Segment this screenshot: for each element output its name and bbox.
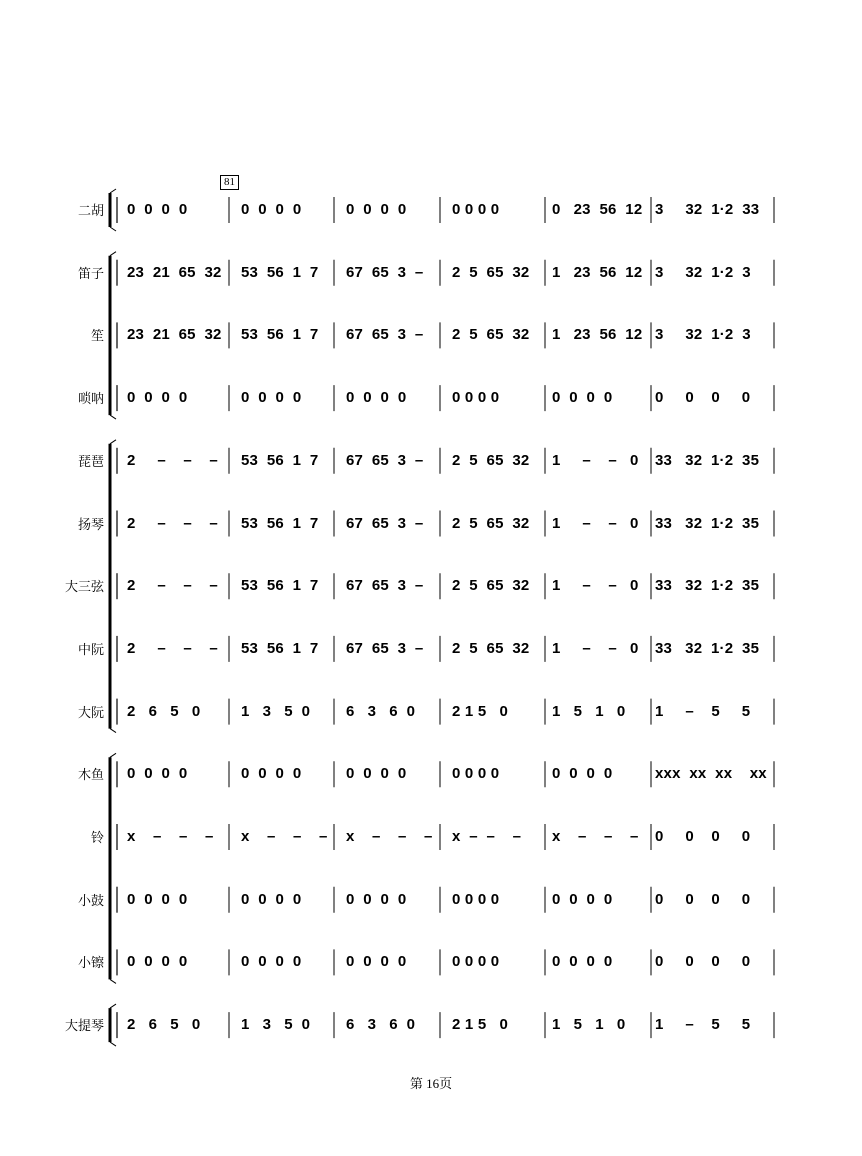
measure-cell: 0 0 0 0 xyxy=(241,201,302,218)
measure-cell: 1 – 5 5 xyxy=(655,702,751,720)
measure-cell: 0 0 0 0 xyxy=(552,890,613,908)
measure-cell: 0 0 0 0 xyxy=(127,890,188,908)
measure-cell: 53 56 1 7 xyxy=(241,451,319,469)
measure-cell: 1 – 5 5 xyxy=(655,1016,751,1034)
measure-cell: 1 – – 0 xyxy=(552,451,639,469)
bracket-hook xyxy=(110,189,116,193)
bracket-hook xyxy=(110,415,116,419)
measure-cell: 0 0 0 0 xyxy=(241,953,302,971)
bracket-hook xyxy=(110,1042,116,1046)
measure-cell: 0 0 0 0 xyxy=(127,953,188,971)
measure-cell: 0 23 56 12 xyxy=(552,201,643,218)
measure-cell: 0 0 0 0 xyxy=(346,953,407,971)
measure-cell: 0 0 0 0 xyxy=(552,389,613,407)
measure-cell: 53 56 1 7 xyxy=(241,577,319,595)
measure-cell: 0 0 0 0 xyxy=(452,201,500,218)
measure-cell: 0 0 0 0 xyxy=(552,765,613,783)
measure-cell: xxx xx xx xx xyxy=(655,765,767,783)
measure-cell: x – – – xyxy=(241,828,328,845)
measure-cell: 33 32 1·2 35 xyxy=(655,451,760,469)
measure-cell: 67 65 3 – xyxy=(346,263,424,281)
instrument-label: 二胡 xyxy=(77,203,104,218)
measure-cell: 23 21 65 32 xyxy=(127,263,222,281)
instrument-label: 铃 xyxy=(90,830,104,845)
measure-cell: 2 1 5 0 xyxy=(452,1016,509,1034)
measure-cell: 0 0 0 0 xyxy=(127,201,188,218)
measure-cell: 0 0 0 0 xyxy=(346,389,407,407)
measure-cell: 0 0 0 0 xyxy=(452,389,500,407)
measure-cell: 2 5 65 32 xyxy=(452,263,530,281)
measure-cell: 1 23 56 12 xyxy=(552,263,643,281)
measure-cell: 0 0 0 0 xyxy=(452,953,500,971)
measure-cell: 0 0 0 0 xyxy=(241,765,302,783)
measure-cell: 23 21 65 32 xyxy=(127,326,222,344)
measure-cell: 3 32 1·2 33 xyxy=(655,201,760,218)
measure-cell: 53 56 1 7 xyxy=(241,326,319,344)
bracket-hook xyxy=(110,227,116,231)
measure-cell: 0 0 0 0 xyxy=(452,890,500,908)
measure-cell: 33 32 1·2 35 xyxy=(655,577,760,595)
measure-cell: 67 65 3 – xyxy=(346,326,424,344)
bracket-hook xyxy=(110,1004,116,1008)
measure-cell: 0 0 0 0 xyxy=(346,765,407,783)
measure-cell: 53 56 1 7 xyxy=(241,514,319,532)
measure-cell: 67 65 3 – xyxy=(346,639,424,657)
measure-cell: 33 32 1·2 35 xyxy=(655,639,760,657)
bracket-hook xyxy=(110,440,116,444)
instrument-label: 木鱼 xyxy=(77,767,104,783)
measure-cell: 2 5 65 32 xyxy=(452,451,530,469)
instrument-label: 琵琶 xyxy=(77,453,104,469)
measure-cell: 0 0 0 0 xyxy=(241,389,302,407)
instrument-label: 大提琴 xyxy=(64,1018,104,1034)
measure-cell: 0 0 0 0 xyxy=(655,953,751,971)
measure-cell: 0 0 0 0 xyxy=(655,828,751,845)
measure-cell: 3 32 1·2 3 xyxy=(655,263,751,281)
measure-cell: 2 – – – xyxy=(127,514,218,532)
measure-cell: 2 – – – xyxy=(127,451,218,469)
measure-cell: 2 – – – xyxy=(127,577,218,595)
measure-cell: 53 56 1 7 xyxy=(241,263,319,281)
instrument-label: 笛子 xyxy=(77,265,104,281)
bracket-hook xyxy=(110,979,116,983)
measure-cell: 2 5 65 32 xyxy=(452,326,530,344)
instrument-label: 中阮 xyxy=(77,641,104,657)
measure-cell: 0 0 0 0 xyxy=(552,953,613,971)
measure-cell: 1 – – 0 xyxy=(552,639,639,657)
instrument-label: 扬琴 xyxy=(77,516,104,532)
instrument-label: 唢呐 xyxy=(77,391,104,407)
measure-cell: 0 0 0 0 xyxy=(346,201,407,218)
measure-cell: 2 1 5 0 xyxy=(452,702,509,720)
measure-cell: 1 – – 0 xyxy=(552,514,639,532)
instrument-label: 小鼓 xyxy=(77,892,104,908)
measure-cell: 53 56 1 7 xyxy=(241,639,319,657)
instrument-label: 小镲 xyxy=(77,955,104,971)
measure-cell: 0 0 0 0 xyxy=(452,765,500,783)
measure-cell: 0 0 0 0 xyxy=(655,389,751,407)
measure-cell: 1 5 1 0 xyxy=(552,1016,626,1034)
measure-cell: 1 – – 0 xyxy=(552,577,639,595)
measure-cell: x – – – xyxy=(452,828,522,845)
measure-cell: 2 6 5 0 xyxy=(127,1016,201,1034)
bracket-hook xyxy=(110,252,116,256)
bracket-hook xyxy=(110,729,116,733)
measure-cell: 2 5 65 32 xyxy=(452,577,530,595)
page-number: 第 16页 xyxy=(409,1076,453,1091)
measure-cell: x – – – xyxy=(346,828,433,845)
measure-cell: 3 32 1·2 3 xyxy=(655,326,751,344)
measure-cell: 0 0 0 0 xyxy=(346,890,407,908)
measure-cell: 0 0 0 0 xyxy=(127,389,188,407)
measure-cell: x – – – xyxy=(127,828,214,845)
measure-cell: 0 0 0 0 xyxy=(127,765,188,783)
measure-cell: 2 6 5 0 xyxy=(127,702,201,720)
measure-cell: 6 3 6 0 xyxy=(346,1016,416,1034)
measure-cell: 67 65 3 – xyxy=(346,514,424,532)
measure-cell: 0 0 0 0 xyxy=(241,890,302,908)
instrument-label: 笙 xyxy=(90,328,104,344)
measure-cell: 2 5 65 32 xyxy=(452,639,530,657)
measure-cell: 2 – – – xyxy=(127,639,218,657)
measure-cell: 1 23 56 12 xyxy=(552,326,643,344)
measure-cell: 67 65 3 – xyxy=(346,451,424,469)
measure-cell: 33 32 1·2 35 xyxy=(655,514,760,532)
measure-cell: 1 3 5 0 xyxy=(241,702,311,720)
measure-cell: x – – – xyxy=(552,828,639,845)
measure-cell: 2 5 65 32 xyxy=(452,514,530,532)
measure-cell: 1 5 1 0 xyxy=(552,702,626,720)
rehearsal-mark: 81 xyxy=(220,175,239,190)
measure-cell: 1 3 5 0 xyxy=(241,1016,311,1034)
bracket-hook xyxy=(110,753,116,757)
instrument-label: 大阮 xyxy=(77,704,104,720)
measure-cell: 67 65 3 – xyxy=(346,577,424,595)
measure-cell: 0 0 0 0 xyxy=(655,890,751,908)
instrument-label: 大三弦 xyxy=(64,579,104,595)
measure-cell: 6 3 6 0 xyxy=(346,702,416,720)
